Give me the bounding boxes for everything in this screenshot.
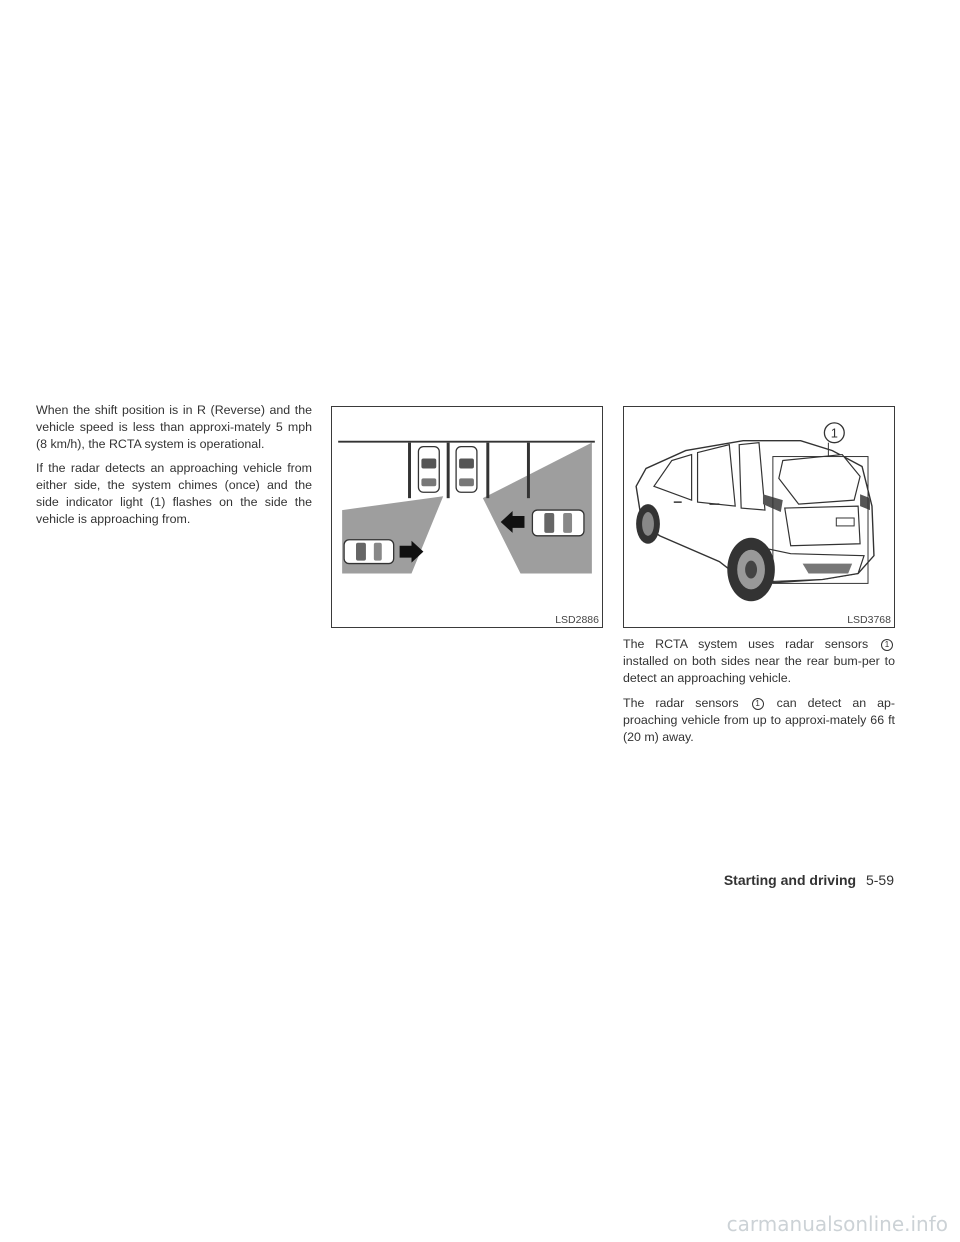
text-segment: can detect an ap-proaching vehicle from up to approxi-mately 66 ft (20 m) away. (623, 696, 896, 744)
callout-number: 1 (830, 425, 838, 441)
section-title: Starting and driving (723, 872, 857, 888)
circled-number-marker: 1 (752, 698, 764, 710)
watermark: carmanualsonline.info (726, 1212, 948, 1236)
page-footer (724, 872, 894, 888)
figure-code: LSD2886 (555, 614, 599, 626)
page-number: 5-59 (865, 872, 894, 888)
circled-number-marker: 1 (881, 639, 893, 651)
paragraph-radar-sensors (623, 636, 895, 687)
own-vehicle (456, 447, 477, 493)
figure-parking-diagram (331, 406, 603, 628)
right-column-text (623, 636, 895, 754)
parked-car-left (418, 447, 439, 493)
right-radar-zone (483, 443, 592, 574)
rear-vehicle-illustration (624, 407, 894, 627)
figure-code: LSD3768 (847, 614, 891, 626)
approaching-car-left (344, 540, 394, 564)
text-segment: installed on both sides near the rear bum-per to detect an approaching vehicle. (623, 654, 895, 685)
approaching-car-right (532, 510, 584, 536)
paragraph-detection-range (623, 695, 895, 746)
paragraph-detection-alert: If the radar detects an approaching vehicle from either side, the system chimes (once) and the side indicator light (1) flashes on the side the vehicle is approaching from. (36, 461, 312, 526)
paragraph-operation-condition: When the shift position is in R (Reverse) and the vehicle speed is less than approxi-mately 5 mph (8 km/h), the RCTA system is operational. (36, 403, 312, 451)
parking-diagram-illustration (332, 407, 602, 627)
text-segment: The radar sensors (623, 696, 739, 710)
figure-rear-vehicle (623, 406, 895, 628)
text-segment: The RCTA system uses radar sensors (623, 637, 869, 651)
left-column-text (36, 402, 312, 535)
